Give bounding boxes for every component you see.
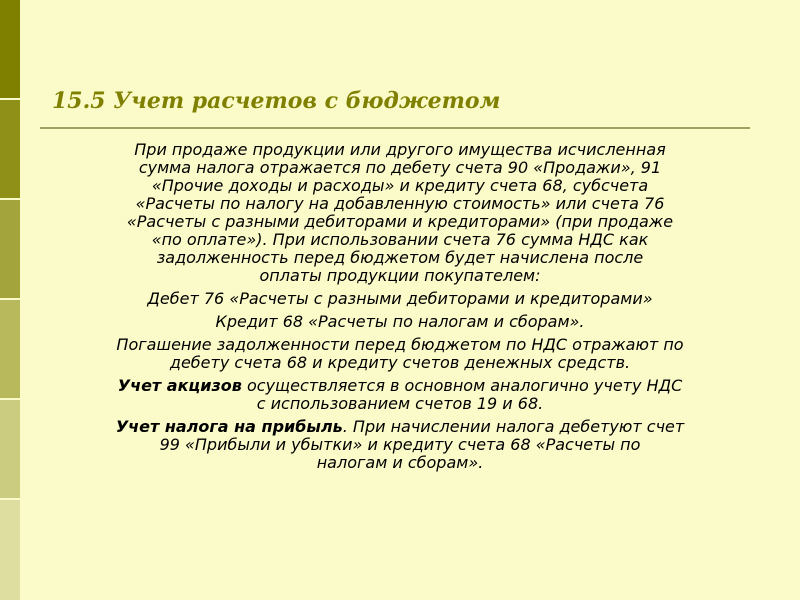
vat-line-1: При продаже продукции или другого имущества исчисленная: [134, 140, 666, 159]
vat-line-2: сумма налога отражается по дебету счета 90 «Продажи», 91: [138, 158, 662, 177]
side-strip: [0, 0, 20, 600]
profit-tax-text: . При начислении налога дебетуют счет: [342, 417, 685, 436]
excise-paragraph: [30, 377, 770, 413]
excise-text: осуществляется в основном аналогично учету НДС: [241, 376, 683, 395]
strip-block: [0, 0, 20, 98]
strip-block: [0, 300, 20, 398]
slide-body: [30, 141, 770, 472]
strip-block: [0, 200, 20, 298]
excise-line-2: с использованием счетов 19 и 68.: [256, 394, 544, 413]
profit-tax-line-3: налогам и сборам».: [316, 453, 484, 472]
vat-line-8: оплаты продукции покупателем:: [259, 266, 541, 285]
title-divider: [40, 127, 750, 129]
excise-heading: Учет акцизов: [117, 376, 242, 395]
repayment-line-1: Погашение задолженности перед бюджетом по НДС отражают по: [116, 335, 684, 354]
profit-tax-line-1: [30, 418, 770, 436]
vat-line-6: «по оплате»). При использовании счета 76 сумма НДС как: [151, 230, 649, 249]
repayment-paragraph: [30, 336, 770, 372]
profit-tax-heading: Учет налога на прибыль: [115, 417, 343, 436]
repayment-line-2: дебету счета 68 и кредиту счетов денежных средств.: [169, 353, 631, 372]
strip-block: [0, 100, 20, 198]
vat-paragraph: [30, 141, 770, 285]
slide-title: 15.5 Учет расчетов с бюджетом: [52, 88, 501, 114]
credit-line: Кредит 68 «Расчеты по налогам и сборам».: [215, 312, 585, 331]
debit-line: Дебет 76 «Расчеты с разными дебиторами и кредиторами»: [147, 289, 653, 308]
strip-block: [0, 500, 20, 600]
profit-tax-line-2: 99 «Прибыли и убытки» и кредиту счета 68 «Расчеты по: [159, 435, 641, 454]
strip-block: [0, 400, 20, 498]
vat-line-3: «Прочие доходы и расходы» и кредиту счета 68, субсчета: [151, 176, 649, 195]
vat-line-5: «Расчеты с разными дебиторами и кредиторами» (при продаже: [126, 212, 674, 231]
profit-tax-paragraph: [30, 418, 770, 472]
vat-line-7: задолженность перед бюджетом будет начислена после: [156, 248, 644, 267]
excise-line-1: [30, 377, 770, 395]
vat-line-4: «Расчеты по налогу на добавленную стоимость» или счета 76: [135, 194, 665, 213]
